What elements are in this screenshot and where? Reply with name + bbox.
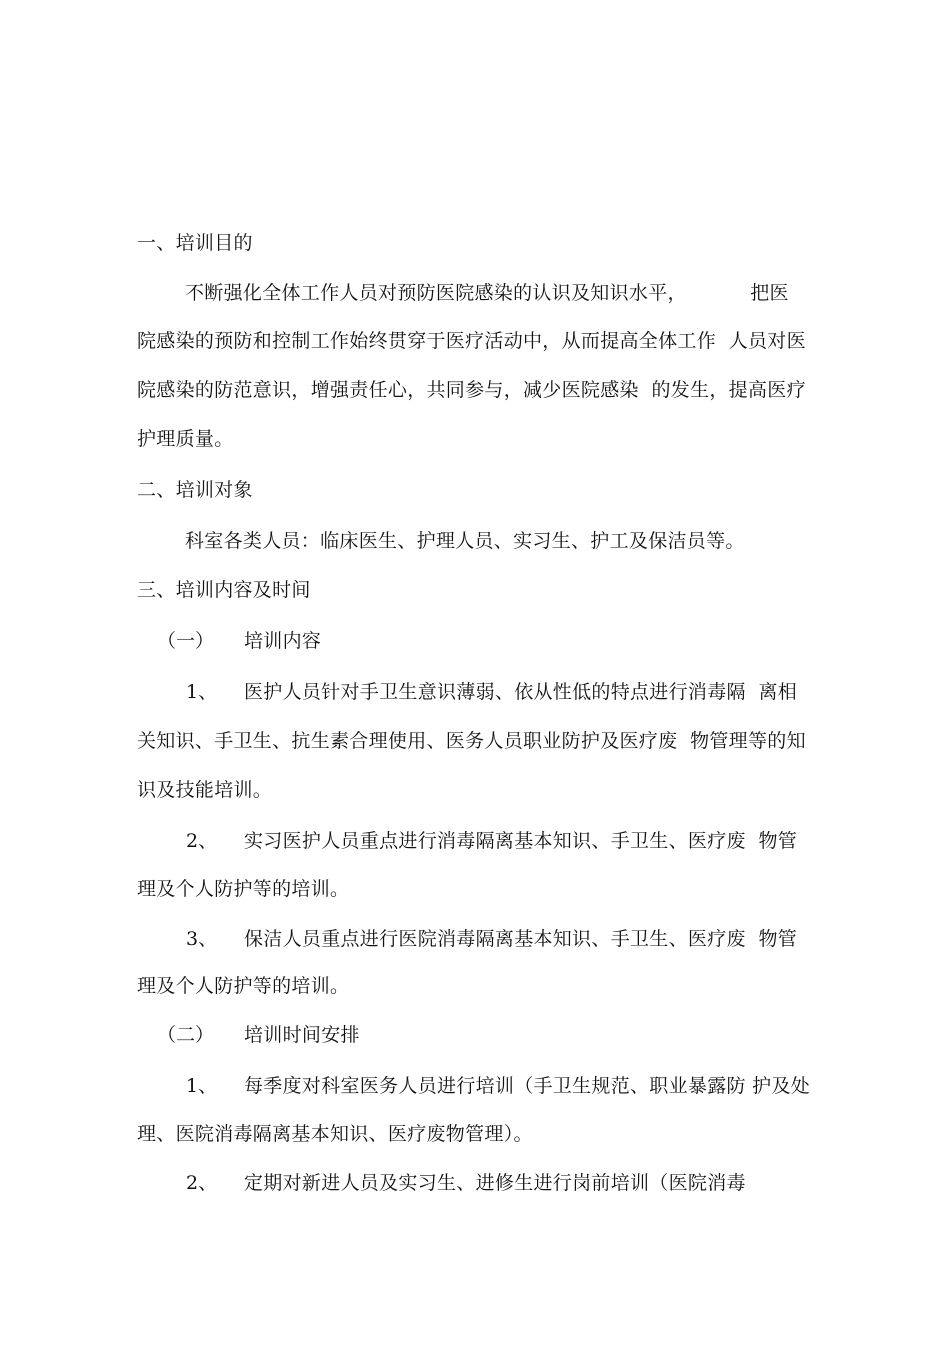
item-text-line: 识及技能培训。 (137, 779, 273, 801)
item-text-line: 理及个人防护等的培训。 (137, 878, 350, 900)
item-text-line: 每季度对科室医务人员进行培训（手卫生规范、职业暴露防 护及处 (244, 1075, 811, 1097)
subsection-title: 培训时间安排 (244, 1024, 360, 1046)
paragraph-line: 科室各类人员：临床医生、护理人员、实习生、护工及保洁员等。 (185, 530, 745, 552)
subsection-title: 培训内容 (244, 630, 322, 652)
item-text-line: 保洁人员重点进行医院消毒隔离基本知识、手卫生、医疗废 物管 (244, 928, 798, 950)
item-number: 3、 (186, 928, 218, 950)
item-text-line: 医护人员针对手卫生意识薄弱、依从性低的特点进行消毒隔 离相 (244, 681, 798, 703)
section-heading-content-time: 三、培训内容及时间 (137, 579, 311, 601)
item-number: 2、 (186, 830, 218, 852)
item-number: 2、 (186, 1172, 218, 1194)
subsection-number: （二） (157, 1024, 215, 1046)
paragraph-line: 院感染的预防和控制工作始终贯穿于医疗活动中，从而提高全体工作 人员对医 (137, 330, 806, 352)
paragraph-line: 院感染的防范意识，增强责任心，共同参与，减少医院感染 的发生，提高医疗 (137, 379, 806, 401)
subsection-number: （一） (157, 630, 215, 652)
item-number: 1、 (186, 681, 218, 703)
section-heading-audience: 二、培训对象 (137, 479, 253, 501)
item-text-line: 实习医护人员重点进行消毒隔离基本知识、手卫生、医疗废 物管 (244, 830, 798, 852)
item-text-line: 关知识、手卫生、抗生素合理使用、医务人员职业防护及医疗废 物管理等的知 (137, 730, 806, 752)
item-text-line: 理、医院消毒隔离基本知识、医疗废物管理）。 (137, 1123, 533, 1145)
paragraph-line: 护理质量。 (137, 428, 234, 450)
item-text-line: 理及个人防护等的培训。 (137, 975, 350, 997)
paragraph-line: 不断强化全体工作人员对预防医院感染的认识及知识水平， 把医 (185, 282, 789, 304)
section-heading-purpose: 一、培训目的 (137, 232, 253, 254)
item-number: 1、 (186, 1075, 218, 1097)
item-text-line: 定期对新进人员及实习生、进修生进行岗前培训（医院消毒 (244, 1172, 746, 1194)
